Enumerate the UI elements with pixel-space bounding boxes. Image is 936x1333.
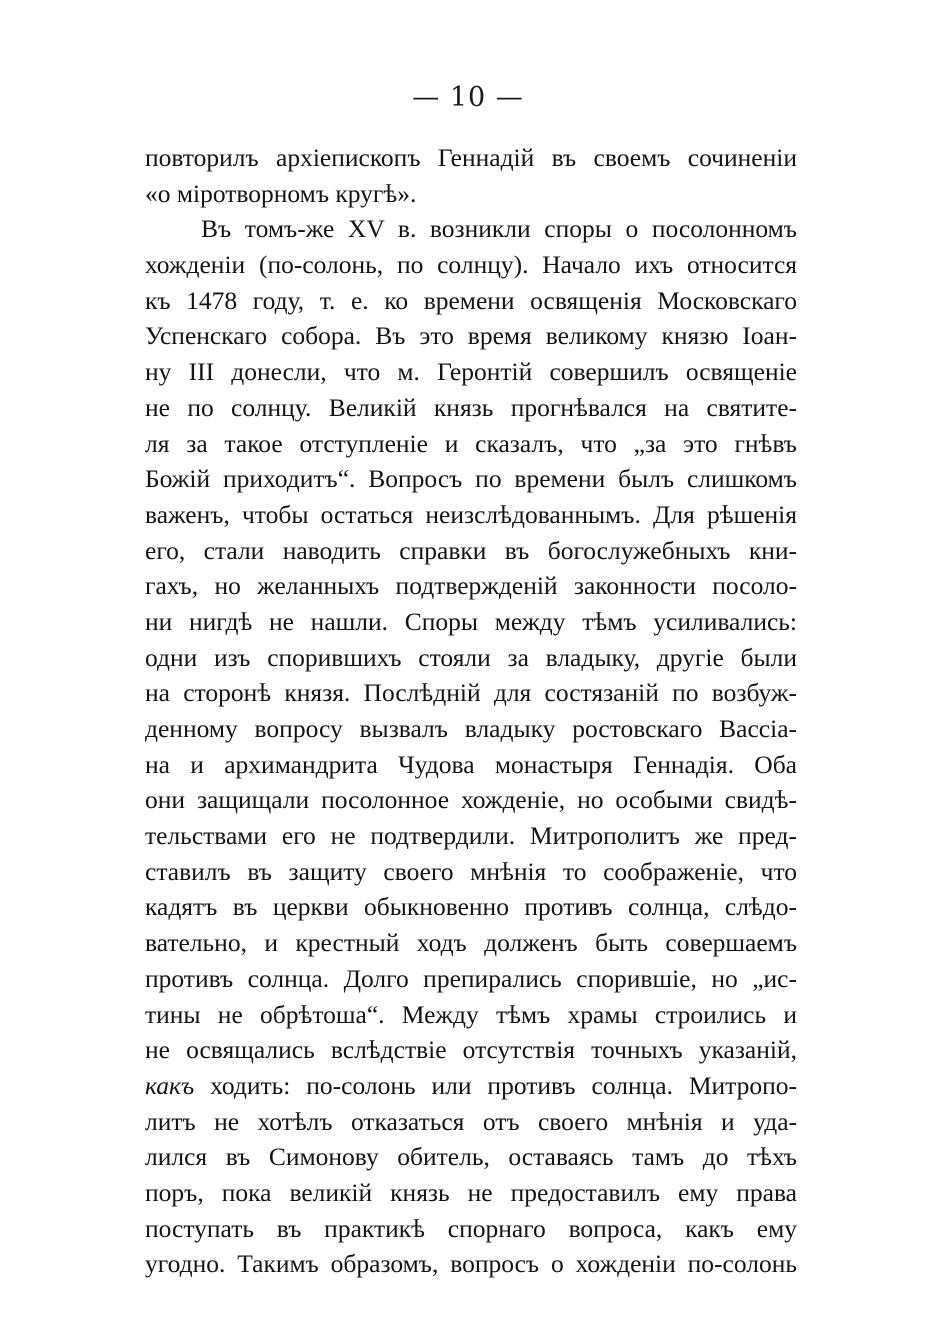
paragraph-start-line: Въ томъ-же XV в. возникли споры о посолонномъ — [201, 214, 797, 244]
text-line-20: тельствами его не подтвердили. Митрополитъ же пред- — [145, 821, 797, 851]
text-line-6: Успенскаго собора. Въ это время великому князю Іоан- — [145, 321, 797, 351]
page-number: — 10 — — [412, 82, 524, 113]
text-line-16: на сторонѣ князя. Послѣдній для состязаній по возбуж- — [145, 678, 797, 708]
text-line-2: «о міротворномъ кругѣ». — [145, 178, 417, 208]
text-line-28: литъ не хотѣлъ отказаться отъ своего мнѣнія и уда- — [145, 1106, 797, 1136]
text-line-32: угодно. Такимъ образомъ, вопросъ о хожденіи по-солонь — [145, 1249, 797, 1279]
text-line-14: ни нигдѣ не нашли. Споры между тѣмъ усиливались: — [145, 606, 797, 636]
text-line-10: Божій приходитъ“. Вопросъ по времени былъ слишкомъ — [145, 464, 797, 494]
text-line-8: не по солнцу. Великій князь прогнѣвался на святите- — [145, 392, 797, 422]
body-text — [145, 140, 797, 1282]
text-line-1: повторилъ архіепископъ Геннадій въ своемъ сочиненіи — [145, 143, 797, 172]
text-line-9: ля за такое отступленіе и сказалъ, что „за это гнѣвъ — [145, 428, 797, 458]
text-line-5: къ 1478 году, т. е. ко времени освященія Московскаго — [145, 285, 797, 315]
text-line-17: денному вопросу вызвалъ владыку ростовскаго Вассіа- — [145, 714, 797, 743]
text-line-27-with-italic — [145, 1068, 797, 1104]
text-line-31: поступать въ практикѣ спорнаго вопроса, какъ ему — [145, 1213, 797, 1243]
text-line-30: поръ, пока великій князь не предоставилъ ему права — [145, 1177, 797, 1207]
text-line-27-rest: ходить: по-солонь или противъ солнца. Митропо- — [210, 1070, 797, 1100]
text-line-23: вательно, и крестный ходъ долженъ быть совершаемъ — [145, 928, 797, 958]
text-line-22: кадятъ въ церкви обыкновенно противъ солнца, слѣдо- — [145, 892, 797, 922]
text-line-26: не освящались вслѣдствіе отсутствія точныхъ указаній, — [145, 1035, 797, 1065]
italic-word: какъ — [145, 1070, 195, 1100]
text-line-12: его, стали наводить справки въ богослужебныхъ кни- — [145, 535, 797, 565]
text-line-18: на и архимандрита Чудова монастыря Геннадія. Оба — [145, 749, 797, 779]
text-line-19: они защищали посолонное хожденіе, но особыми свидѣ- — [145, 785, 797, 815]
text-line-11: важенъ, чтобы остаться неизслѣдованнымъ. Для рѣшенія — [145, 499, 797, 529]
text-line-4: хожденіи (по-солонь, по солнцу). Начало ихъ относится — [145, 250, 797, 280]
text-line-29: лился въ Симонову обитель, оставаясь тамъ до тѣхъ — [145, 1142, 797, 1172]
text-line-25: тины не обрѣтоша“. Между тѣмъ храмы строились и — [145, 999, 797, 1029]
text-line-24: противъ солнца. Долго препирались спорившіе, но „ис- — [145, 963, 797, 993]
text-line-21: ставилъ въ защиту своего мнѣнія то соображеніе, что — [145, 856, 797, 886]
text-line-7: ну III донесли, что м. Геронтій совершилъ освященіе — [145, 357, 797, 387]
text-line-13: гахъ, но желанныхъ подтвержденій законности посоло- — [145, 571, 797, 601]
text-line-15: одни изъ спорившихъ стояли за владыку, другіе были — [145, 642, 797, 672]
